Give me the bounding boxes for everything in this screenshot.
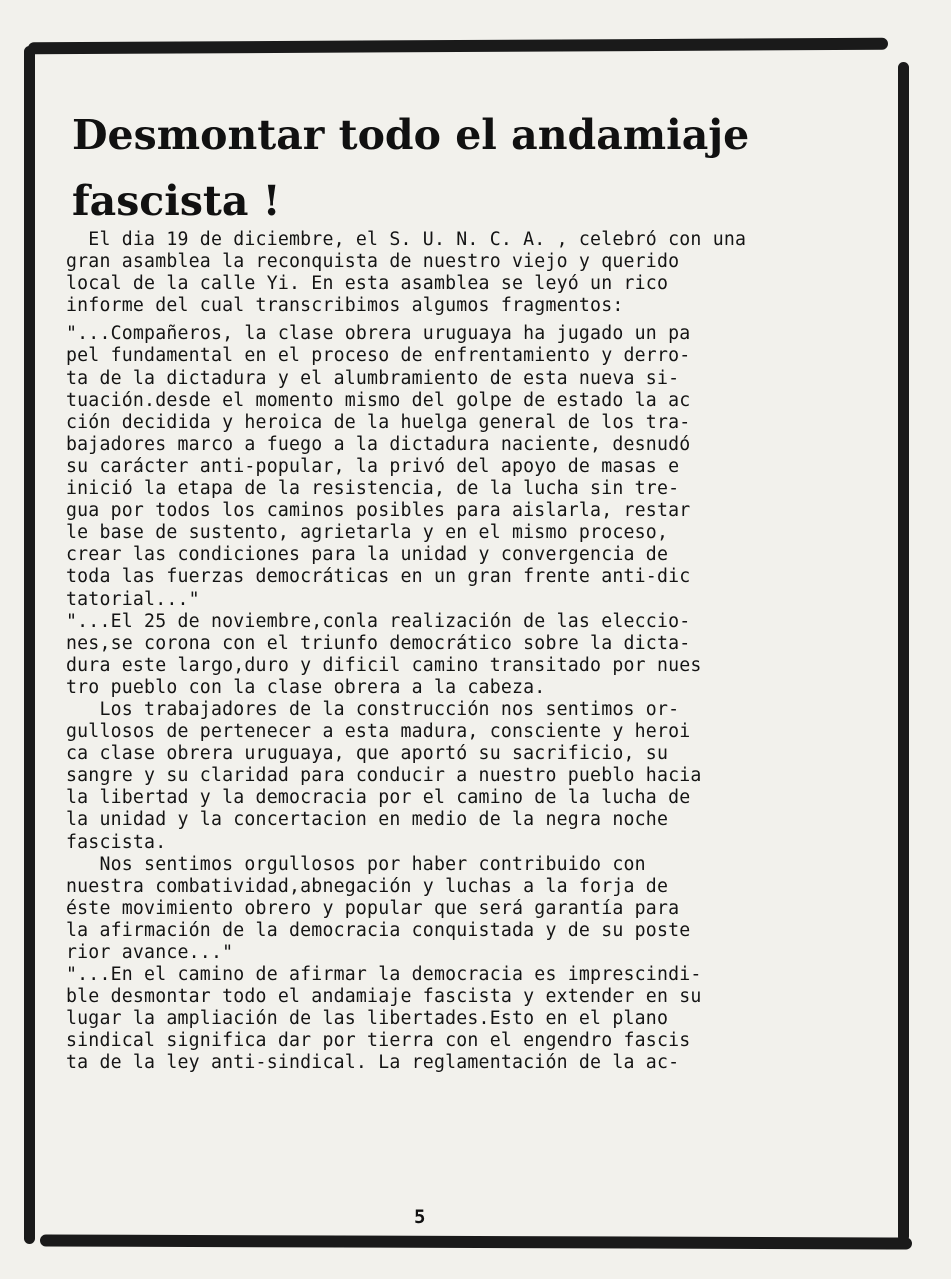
text-line: la afirmación de la democracia conquistada y de su poste xyxy=(66,919,691,941)
text-line: informe del cual transcribimos algumos fragmentos: xyxy=(66,295,624,317)
page-number: 5 xyxy=(414,1206,426,1228)
text-line: dura este largo,duro y dificil camino transitado por nues xyxy=(66,654,702,676)
text-line: Nos sentimos orgullosos por haber contribuido con xyxy=(66,853,646,875)
text-line: crear las condiciones para la unidad y convergencia de xyxy=(66,544,669,566)
text-line: su carácter anti-popular, la privó del apoyo de masas e xyxy=(66,455,680,477)
text-line: bajadores marco a fuego a la dictadura naciente, desnudó xyxy=(66,433,691,455)
text-line: toda las fuerzas democráticas en un gran frente anti-dic xyxy=(66,566,691,588)
text-line: "...El 25 de noviembre,conla realización de las eleccio- xyxy=(66,610,691,632)
text-line: El dia 19 de diciembre, el S. U. N. C. A. , celebró con una xyxy=(66,229,747,250)
text-line: ta de la ley anti-sindical. La reglamentación de la ac- xyxy=(66,1052,680,1074)
text-line: tuación.desde el momento mismo del golpe de estado la ac xyxy=(66,389,691,411)
text-line: tro pueblo con la clase obrera a la cabeza. xyxy=(66,676,546,698)
text-line: gullosos de pertenecer a esta madura, consciente y heroi xyxy=(66,721,691,743)
text-line: pel fundamental en el proceso de enfrentamiento y derro- xyxy=(66,345,691,367)
text-line: le base de sustento, agrietarla y en el mismo proceso, xyxy=(66,522,669,544)
text-line: Los trabajadores de la construcción nos sentimos or- xyxy=(66,698,680,720)
headline xyxy=(72,102,872,234)
text-line: local de la calle Yi. En esta asamblea se leyó un rico xyxy=(66,273,669,295)
text-line: lugar la ampliación de las libertades.Esto en el plano xyxy=(66,1008,669,1030)
headline-line-1: Desmontar todo el andamiaje xyxy=(72,111,750,159)
text-line: sindical significa dar por tierra con el engendro fascis xyxy=(66,1030,691,1052)
border-top xyxy=(28,38,888,55)
text-line: "...Compañeros, la clase obrera uruguaya ha jugado un pa xyxy=(66,323,691,345)
text-line: rior avance..." xyxy=(66,942,234,963)
text-line: gua por todos los caminos posibles para aislarla, restar xyxy=(66,500,691,522)
text-line: fascista. xyxy=(66,831,167,853)
text-line: ble desmontar todo el andamiaje fascista y extender en su xyxy=(66,986,702,1008)
border-bottom xyxy=(40,1234,912,1249)
text-line: ción decidida y heroica de la huelga general de los tra- xyxy=(66,411,691,433)
text-line: gran asamblea la reconquista de nuestro viejo y querido xyxy=(66,251,680,273)
border-left xyxy=(24,46,35,1244)
text-line: nes,se corona con el triunfo democrático sobre la dicta- xyxy=(66,632,691,654)
text-line: nuestra combatividad,abnegación y luchas a la forja de xyxy=(66,875,669,897)
text-line: la unidad y la concertacion en medio de la negra noche xyxy=(66,809,669,831)
text-line: ca clase obrera uruguaya, que aportó su sacrificio, su xyxy=(66,743,669,765)
text-line: "...En el camino de afirmar la democracia es imprescindi- xyxy=(66,964,702,986)
text-line: éste movimiento obrero y popular que será garantía para xyxy=(66,897,680,919)
text-line: sangre y su claridad para conducir a nuestro pueblo hacia xyxy=(66,765,702,787)
text-line: ta de la dictadura y el alumbramiento de esta nueva si- xyxy=(66,367,680,389)
article-body xyxy=(66,229,908,1075)
text-line: inició la etapa de la resistencia, de la lucha sin tre- xyxy=(66,478,680,500)
headline-line-2: fascista ! xyxy=(72,177,281,225)
text-line: la libertad y la democracia por el camino de la lucha de xyxy=(66,787,691,809)
text-line: tatorial..." xyxy=(66,588,200,610)
